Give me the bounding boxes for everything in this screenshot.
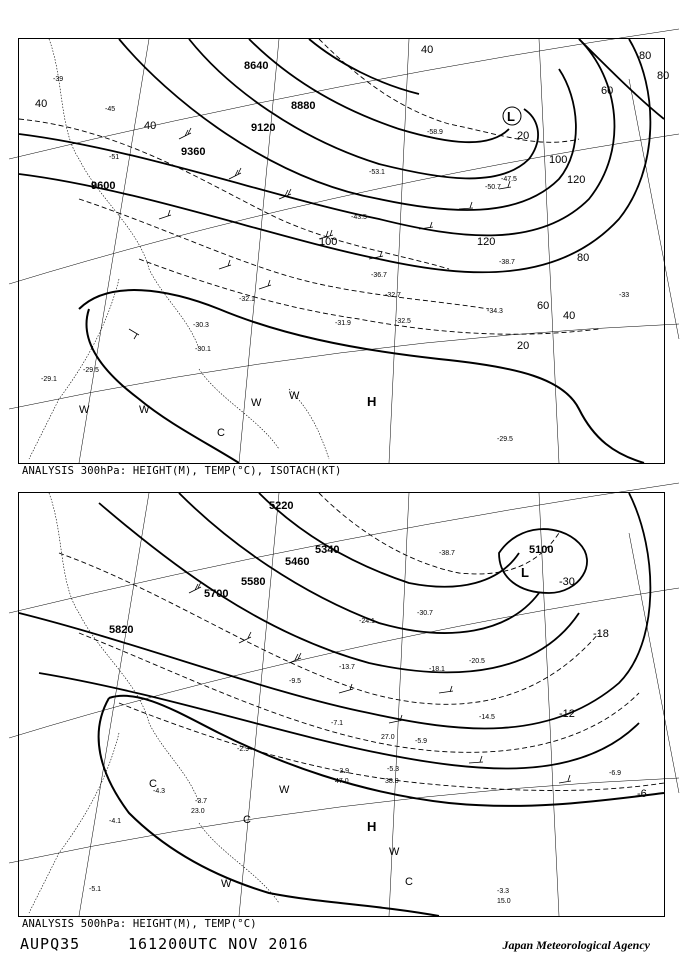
isotach-label: 40 [144, 120, 157, 132]
wind-marker: W [251, 397, 262, 409]
temperature-contour-labels [559, 576, 647, 800]
graticule [9, 483, 679, 916]
high-center: H [367, 394, 377, 409]
isotach-label: 100 [549, 154, 568, 166]
height-label: 5700 [204, 588, 229, 600]
temp-label: -29.5 [83, 367, 99, 374]
high-center: H [367, 819, 377, 834]
station-label: -5.9 [415, 738, 428, 745]
temp-label: -36.7 [371, 272, 387, 279]
isotach-label: 20 [517, 340, 530, 352]
valid-time: 161200UTC NOV 2016 [128, 935, 309, 953]
station-label: -30.7 [417, 610, 433, 617]
wind-marker: W [279, 784, 290, 796]
station-label: 27.0 [381, 734, 395, 741]
height-label: 5460 [285, 556, 310, 568]
temp-label: -34.3 [487, 308, 503, 315]
temp-contour-label: -6 [637, 788, 647, 800]
isotach-label: 80 [639, 50, 652, 62]
temp-label: -58.9 [427, 129, 443, 136]
station-label: -3.3 [497, 888, 510, 895]
station-label: 15.0 [497, 898, 511, 905]
wind-markers [149, 778, 413, 890]
station-label: -4.3 [153, 788, 166, 795]
agency-name: Japan Meteorological Agency [502, 938, 650, 952]
station-label: -2.9 [237, 746, 250, 753]
station-label: 38.0 [385, 778, 399, 785]
height-label: 5100 [529, 544, 554, 556]
wind-marker: W [221, 878, 232, 890]
isotach-label: 80 [657, 70, 670, 82]
temp-label: -32.5 [395, 318, 411, 325]
wind-marker: W [389, 846, 400, 858]
temp-label: -47.5 [501, 176, 517, 183]
map-panel-300hpa [18, 38, 670, 464]
height-label: 9120 [251, 122, 276, 134]
wind-marker: C [217, 427, 225, 439]
temp-label: -32.7 [385, 292, 401, 299]
station-label: -9.5 [289, 678, 302, 685]
isotach-label: 120 [567, 174, 586, 186]
temp-contour-label: -18 [593, 628, 609, 640]
graticule [9, 29, 679, 463]
temp-label: -53.1 [369, 169, 385, 176]
wind-marker: C [243, 814, 251, 826]
isotach-label: 60 [537, 300, 550, 312]
height-labels [109, 500, 553, 636]
height-label: 5220 [269, 500, 294, 512]
height-contour-bold [99, 696, 664, 916]
isotach-labels [35, 44, 669, 352]
isotach-label: 40 [35, 98, 48, 110]
isotach-label: 80 [577, 252, 590, 264]
isotach-label: 40 [563, 310, 576, 322]
map-300hpa-svg [19, 39, 670, 463]
temp-label: -45 [105, 106, 116, 113]
temp-label: -38.7 [499, 259, 515, 266]
temp-label: -39 [53, 76, 64, 83]
height-label: 5820 [109, 624, 134, 636]
height-label: 5340 [315, 544, 340, 556]
height-labels [91, 60, 315, 192]
temp-label: -51 [109, 154, 120, 161]
wind-markers [79, 390, 300, 439]
pressure-centers [367, 107, 521, 409]
station-label: -13.7 [339, 664, 355, 671]
station-label: -3.9 [337, 768, 350, 775]
low-center: L [521, 565, 529, 580]
wind-marker: W [139, 404, 150, 416]
low-center: L [507, 109, 515, 124]
station-label: -3.7 [195, 798, 208, 805]
station-label: -24.1 [359, 618, 375, 625]
height-label: 8880 [291, 100, 316, 112]
isotach-label: 120 [477, 236, 496, 248]
height-label: 9360 [181, 146, 206, 158]
wind-marker: W [79, 404, 90, 416]
temp-contour-label: -30 [559, 576, 575, 588]
station-label: -7.1 [331, 720, 344, 727]
station-label: -18.1 [429, 666, 445, 673]
temp-label: -32.1 [239, 296, 255, 303]
map-500hpa-svg [19, 493, 664, 916]
height-label: 8640 [244, 60, 269, 72]
station-label: -14.5 [479, 714, 495, 721]
station-label: -6.9 [609, 770, 622, 777]
isotach-20-line [79, 290, 644, 463]
station-label: -5.1 [89, 886, 102, 893]
isotach-label: 20 [517, 130, 530, 142]
temp-label: -30.3 [193, 322, 209, 329]
chart-id: AUPQ35 [20, 935, 81, 953]
station-label: -38.7 [439, 550, 455, 557]
station-label: 47.0 [335, 778, 349, 785]
map-panel-500hpa [18, 492, 665, 917]
isotach-label: 100 [319, 236, 338, 248]
isotach-label: 40 [421, 44, 434, 56]
temp-label: -43.5 [351, 214, 367, 221]
station-labels [89, 550, 621, 905]
station-label: -4.1 [109, 818, 122, 825]
caption-500hpa: ANALYSIS 500hPa: HEIGHT(M), TEMP(°C) [22, 918, 257, 930]
temp-label: -33 [619, 292, 630, 299]
station-label: -20.5 [469, 658, 485, 665]
temp-label: -29.5 [497, 436, 513, 443]
isotach-label: 60 [601, 85, 614, 97]
temp-contour-label: -12 [559, 708, 575, 720]
temp-label: -30.1 [195, 346, 211, 353]
wind-marker: C [405, 876, 413, 888]
height-label: 5580 [241, 576, 266, 588]
station-label: -5.3 [387, 766, 400, 773]
temp-label: -50.7 [485, 184, 501, 191]
height-label: 9600 [91, 180, 116, 192]
temp-label: -31.9 [335, 320, 351, 327]
wind-marker: C [149, 778, 157, 790]
caption-300hpa: ANALYSIS 300hPa: HEIGHT(M), TEMP(°C), ISOTACH(KT) [22, 465, 342, 477]
wind-marker: W [289, 390, 300, 402]
station-label: 23.0 [191, 808, 205, 815]
temp-label: -29.1 [41, 376, 57, 383]
